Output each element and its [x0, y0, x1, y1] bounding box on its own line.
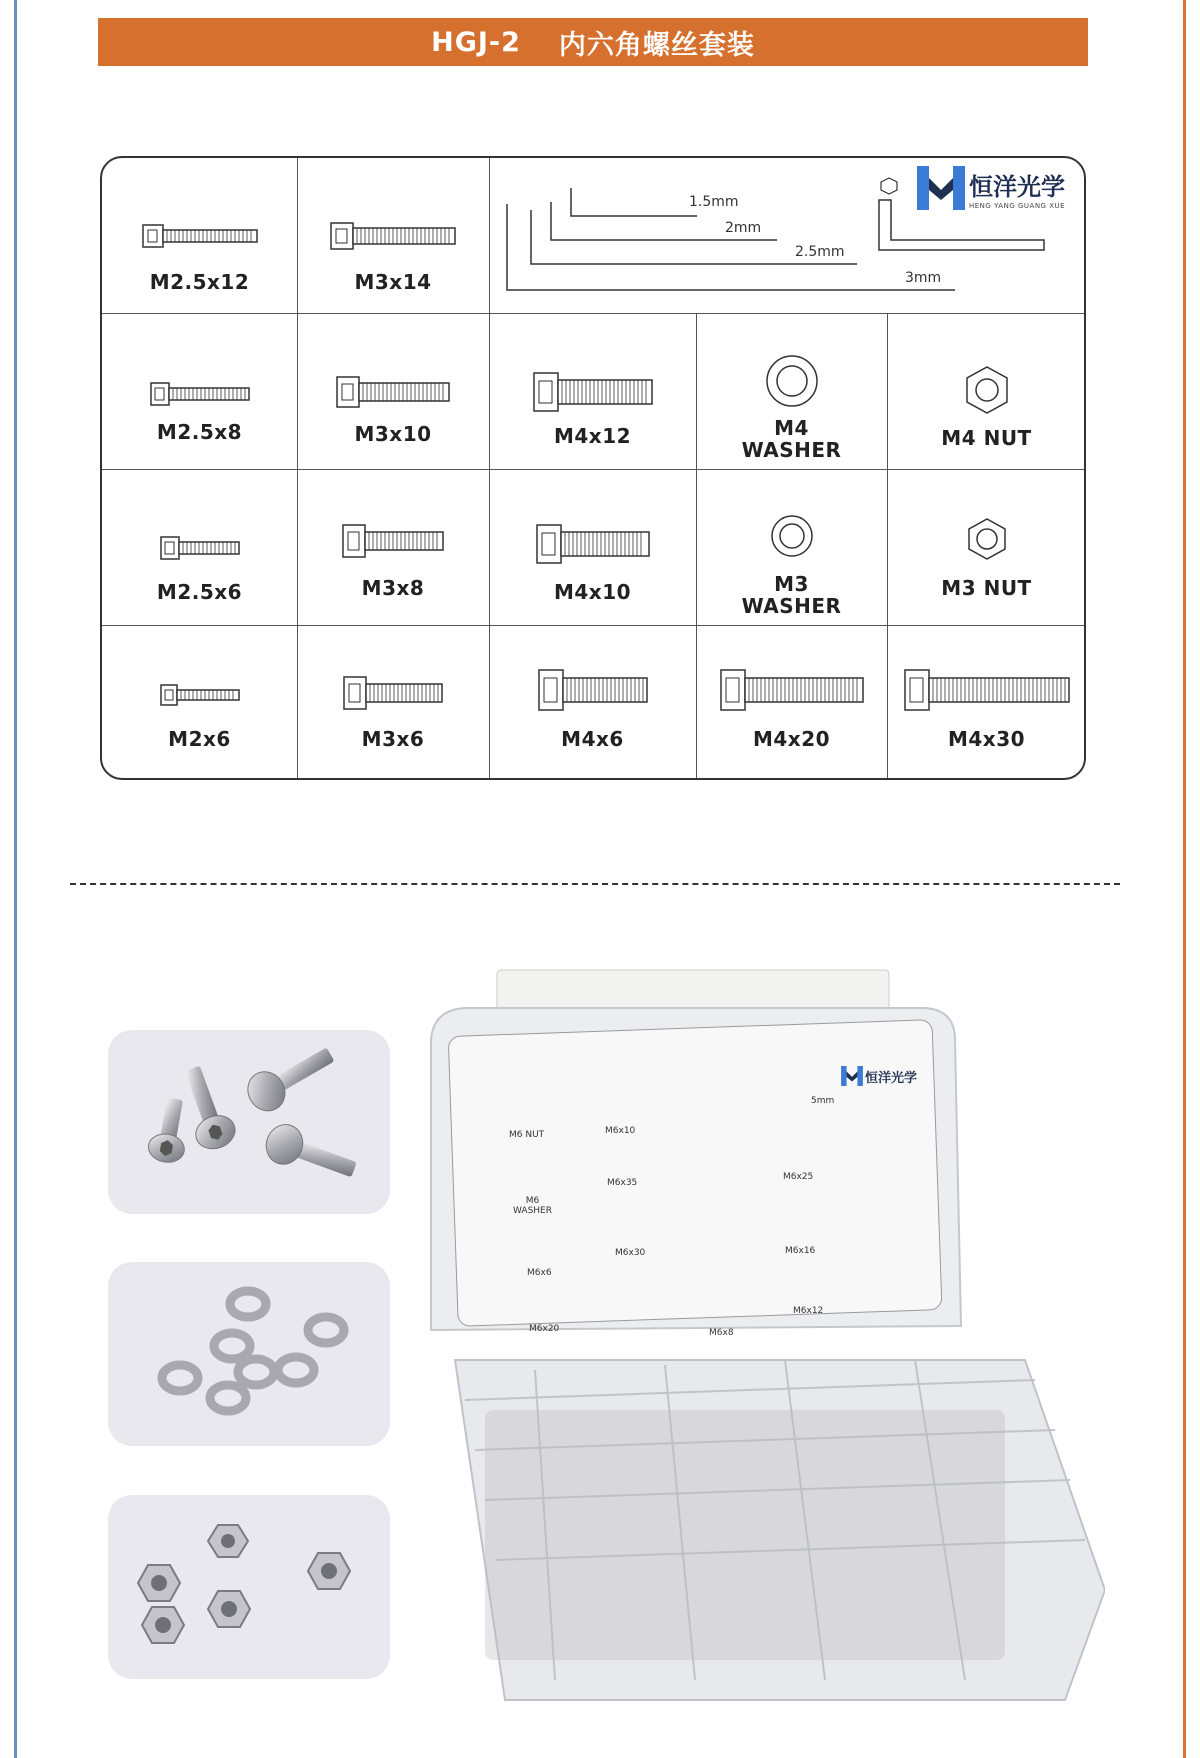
wrench-label: 2mm [725, 220, 762, 236]
screw-icon [145, 377, 255, 411]
washer-icon [769, 513, 815, 559]
cell-label: M3x10 [354, 422, 432, 446]
logo-name: 恒洋光学 [969, 172, 1065, 201]
screw-icon [337, 519, 449, 563]
box-logo-name: 恒洋光学 [865, 1070, 918, 1086]
cell-label: M3x8 [361, 576, 425, 600]
screw-icon [531, 521, 655, 567]
cell-m4-nut [887, 313, 1086, 469]
product-box-photo [425, 960, 1105, 1720]
box-wrench-label: 5mm [811, 1096, 835, 1106]
box-label: M6x6 [527, 1268, 552, 1278]
box-label: M6x8 [709, 1328, 734, 1338]
brand-logo [917, 166, 1065, 210]
cell-label: M2x6 [168, 727, 231, 751]
cell-m4x12 [489, 313, 696, 469]
cell-m4x10 [489, 469, 696, 625]
wrench-label: 1.5mm [689, 194, 739, 210]
box-label: M6x25 [783, 1172, 814, 1182]
box-label: M6 WASHER [513, 1196, 552, 1216]
washers-photo-icon [108, 1262, 390, 1446]
cell-label: M4 WASHER [741, 416, 842, 462]
cell-label: M4x30 [947, 727, 1026, 751]
nuts-photo-icon [108, 1495, 390, 1679]
box-label: M6x10 [605, 1126, 636, 1136]
box-card-logo [841, 1066, 917, 1086]
cell-m3-nut [887, 469, 1086, 625]
cell-m3x8 [297, 469, 489, 625]
right-border-line [1183, 0, 1186, 1758]
box-label: M6x35 [607, 1178, 638, 1188]
box-label: M6x20 [529, 1324, 560, 1334]
cell-m2-5x6 [102, 469, 297, 625]
cell-m2-5x8 [102, 313, 297, 469]
title-banner [98, 18, 1088, 66]
logo-mark-icon [841, 1066, 863, 1086]
screw-icon [155, 680, 245, 710]
nut-icon [965, 517, 1009, 561]
product-box-icon [425, 960, 1105, 1720]
cell-label: M3 NUT [941, 576, 1032, 600]
box-label: M6 NUT [509, 1130, 545, 1140]
cell-label: M3x6 [361, 727, 425, 751]
cell-label: M2.5x6 [156, 580, 243, 604]
left-border-line [14, 0, 17, 1758]
screws-photo [108, 1030, 390, 1214]
cell-label: M4 NUT [941, 426, 1032, 450]
banner-title: 内六角螺丝套装 [558, 29, 755, 61]
screw-icon [717, 666, 867, 714]
cell-m4-washer [696, 313, 887, 469]
screw-icon [323, 217, 463, 257]
cell-m4x20 [696, 625, 887, 780]
cell-label: M2.5x12 [149, 270, 250, 294]
cell-label: M4x6 [561, 727, 624, 751]
wrench-cell [489, 158, 1086, 313]
nut-icon [962, 365, 1012, 415]
screws-photo-icon [108, 1030, 390, 1214]
screw-icon [533, 666, 653, 714]
cell-label: M4x12 [553, 424, 632, 448]
cell-label: M3x14 [354, 270, 432, 294]
cell-label: M2.5x8 [156, 420, 243, 444]
cell-m3x14 [297, 158, 489, 313]
logo-mark-icon [917, 166, 965, 210]
dashed-separator [70, 883, 1120, 885]
cell-m3x6 [297, 625, 489, 780]
cell-label: M4x10 [553, 580, 632, 604]
banner-code: HGJ-2 [431, 26, 521, 58]
wrench-label: 3mm [905, 270, 942, 286]
screw-icon [338, 672, 448, 714]
cell-m2x6 [102, 625, 297, 780]
screw-icon [135, 217, 265, 257]
washer-icon [764, 353, 820, 409]
cell-m4x6 [489, 625, 696, 780]
screw-icon [528, 369, 658, 415]
box-label: M6x12 [793, 1306, 824, 1316]
wrench-label: 2.5mm [795, 244, 845, 260]
cell-m3x10 [297, 313, 489, 469]
screw-icon [901, 666, 1073, 714]
logo-subtitle: HENG YANG GUANG XUE [969, 201, 1066, 210]
cell-label: M4x20 [752, 727, 831, 751]
screw-icon [155, 531, 245, 565]
washers-photo [108, 1262, 390, 1446]
nuts-photo [108, 1495, 390, 1679]
box-label: M6x30 [615, 1248, 646, 1258]
screw-icon [331, 371, 455, 413]
box-label: M6x16 [785, 1246, 816, 1256]
cell-m2-5x12 [102, 158, 297, 313]
cell-m3-washer [696, 469, 887, 625]
cell-m4x30 [887, 625, 1086, 780]
spec-grid [100, 156, 1086, 780]
cell-label: M3 WASHER [741, 572, 842, 618]
